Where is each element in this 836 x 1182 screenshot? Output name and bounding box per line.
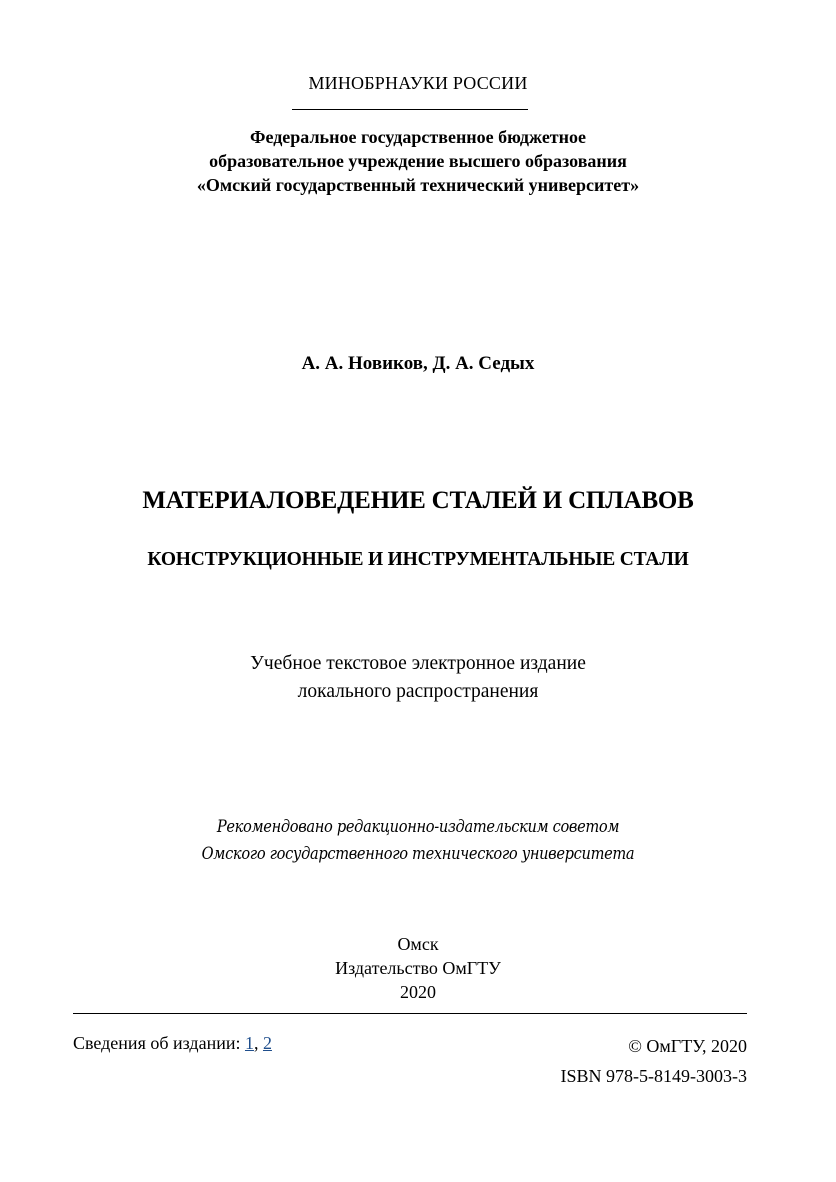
book-title: МАТЕРИАЛОВЕДЕНИЕ СТАЛЕЙ И СПЛАВОВ	[142, 487, 694, 514]
link-separator: ,	[253, 1033, 263, 1053]
ministry-name: МИНОБРНАУКИ РОССИИ	[308, 73, 528, 93]
copyright: © ОмГТУ, 2020	[628, 1036, 747, 1056]
footer-divider	[73, 1013, 747, 1014]
institution-line: «Омский государственный технический университет»	[196, 175, 640, 195]
book-subtitle: КОНСТРУКЦИОННЫЕ И ИНСТРУМЕНТАЛЬНЫЕ СТАЛИ	[147, 549, 689, 570]
edition-info	[73, 1031, 272, 1055]
recommendation-note	[0, 814, 836, 868]
recommendation-line: Омского государственного технического университета	[201, 844, 635, 864]
imprint-publisher: Издательство ОмГТУ	[335, 958, 501, 978]
recommendation-line: Рекомендовано редакционно-издательским советом	[216, 817, 620, 837]
institution-name	[0, 125, 836, 197]
header-divider	[292, 109, 528, 110]
imprint-year: 2020	[400, 982, 436, 1002]
institution-line: Федеральное государственное бюджетное	[249, 127, 587, 147]
edition-type	[0, 650, 836, 706]
imprint	[0, 932, 836, 1004]
edition-info-label: Сведения об издании:	[73, 1033, 245, 1053]
imprint-city: Омск	[397, 934, 439, 954]
edition-type-line: локального распространения	[297, 681, 539, 702]
edition-info-link-2[interactable]: 2	[262, 1033, 272, 1053]
isbn: ISBN 978-5-8149-3003-3	[560, 1066, 747, 1086]
publication-ids	[561, 1031, 748, 1091]
edition-type-line: Учебное текстовое электронное издание	[250, 653, 586, 674]
authors: А. А. Новиков, Д. А. Седых	[301, 353, 535, 374]
edition-info-link-1[interactable]: 1	[244, 1033, 254, 1053]
institution-line: образовательное учреждение высшего образования	[209, 151, 627, 171]
